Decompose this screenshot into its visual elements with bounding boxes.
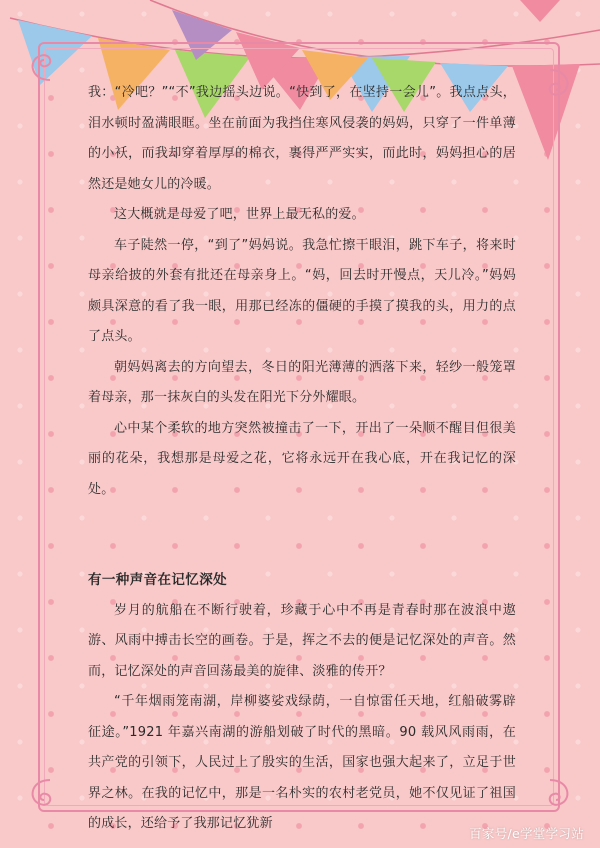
section-gap	[88, 535, 516, 565]
section-heading: 有一种声音在记忆深处	[88, 572, 227, 588]
corner-scroll-icon	[520, 770, 580, 830]
article-body	[88, 78, 516, 840]
paragraph: 朝妈妈离去的方向望去，冬日的阳光薄薄的洒落下来，轻纱一般笼罩着母亲，那一抹灰白的头发在阳光下分外耀眼。	[88, 359, 516, 405]
paragraph: 心中某个柔软的地方突然被撞击了一下，开出了一朵顺不醒目但很美丽的花朵，我想那是母爱之花，它将永远开在我心底，开在我记忆的深处。	[88, 420, 516, 497]
watermark: 百家号/e学堂学习站	[469, 826, 584, 841]
paragraph: 我：“冷吧？”“不”我边摇头边说。“快到了，在坚持一会儿”。我点点头，泪水顿时盈满眼眶。坐在前面为我挡住寒风侵袭的妈妈，只穿了一件单薄的小袄，而我却穿着厚厚的棉衣，裹得严严实实，而此时，妈妈担心的居然还是她女儿的冷暖。	[88, 85, 516, 192]
section-gap	[88, 505, 516, 535]
paragraph: 岁月的航船在不断行驶着，珍藏于心中不再是青春时那在波浪中遨游、风雨中搏击长空的画卷。于是，挥之不去的便是记忆深处的声音。然而，记忆深处的声音回荡最美的旋律、淡雅的传开？	[88, 602, 516, 679]
paragraph: “千年烟雨笼南湖，岸柳婆娑戏绿荫，一自惊雷任天地，红船破雾辟征途。”1921 年嘉兴南湖的游船划破了时代的黑暗。90 载风风雨雨，在共产党的引领下，人民过上了殷实的生活，国家也强大起来了，立足于世界之林。在我的记忆中，那是一名朴实的农村老党员，她不仅见证了祖国的成长，还给予了我那记忆犹新	[88, 694, 516, 831]
corner-scroll-icon	[20, 770, 80, 830]
corner-scroll-icon	[20, 30, 80, 90]
paragraph: 这大概就是母爱了吧，世界上最无私的爱。	[114, 207, 365, 222]
paragraph: 车子陡然一停，“到了”妈妈说。我急忙擦干眼泪，跳下车子，将来时母亲给披的外套有批还在母亲身上。“妈，回去时开慢点，天儿冷。”妈妈颇具深意的看了我一眼，用那已经冻的僵硬的手摸了摸我的头，用力的点了点头。	[88, 237, 516, 344]
corner-scroll-icon	[520, 60, 580, 120]
